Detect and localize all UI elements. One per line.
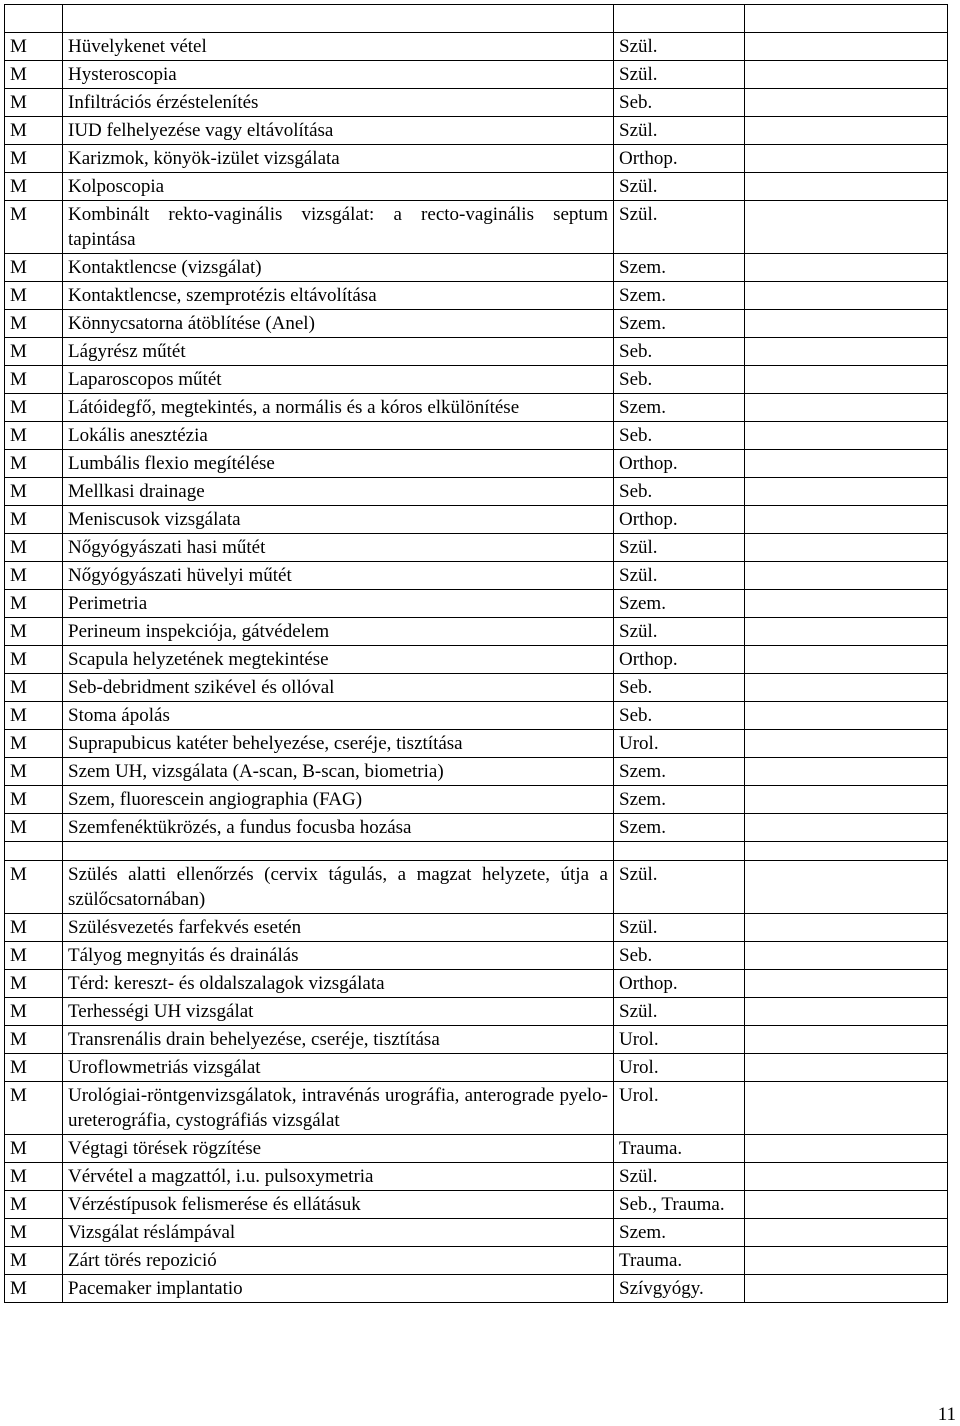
cell-procedure-name: Látóidegfő, megtekintés, a normális és a kóros elkülönítése [63,394,614,422]
cell-department: Trauma. [614,1135,745,1163]
header-cell-m [5,5,63,33]
cell-department: Urol. [614,1054,745,1082]
cell-level: M [5,282,63,310]
cell-procedure-name: Lumbális flexio megítélése [63,450,614,478]
table-row [5,1191,948,1219]
cell-empty [745,1054,948,1082]
cell-empty [745,618,948,646]
table-row [5,201,948,254]
cell-empty [745,1247,948,1275]
cell-department: Seb. [614,702,745,730]
cell-level: M [5,1219,63,1247]
cell-empty [745,61,948,89]
cell-department: Seb. [614,89,745,117]
spacer-cell [63,842,614,861]
cell-empty [745,33,948,61]
table-row [5,117,948,145]
table-row [5,702,948,730]
cell-empty [745,1135,948,1163]
cell-department: Seb., Trauma. [614,1191,745,1219]
header-cell-extra [745,5,948,33]
cell-level: M [5,730,63,758]
table-row [5,1135,948,1163]
cell-department: Szül. [614,562,745,590]
cell-procedure-name: Laparoscopos műtét [63,366,614,394]
table-row [5,310,948,338]
cell-department: Szül. [614,201,745,254]
cell-empty [745,970,948,998]
cell-department: Szül. [614,861,745,914]
table-header-row [5,5,948,33]
cell-procedure-name: Könnycsatorna átöblítése (Anel) [63,310,614,338]
cell-level: M [5,758,63,786]
table-row [5,1054,948,1082]
cell-level: M [5,422,63,450]
cell-empty [745,89,948,117]
cell-department: Orthop. [614,646,745,674]
cell-level: M [5,702,63,730]
cell-procedure-name: Perineum inspekciója, gátvédelem [63,618,614,646]
table-row [5,506,948,534]
table-row [5,914,948,942]
cell-level: M [5,562,63,590]
cell-procedure-name: Szem UH, vizsgálata (A-scan, B-scan, biometria) [63,758,614,786]
table-row [5,758,948,786]
cell-department: Szül. [614,1163,745,1191]
cell-empty [745,422,948,450]
cell-procedure-name: Zárt törés repozició [63,1247,614,1275]
cell-procedure-name: Seb-debridment szikével és ollóval [63,674,614,702]
cell-empty [745,534,948,562]
cell-procedure-name: Scapula helyzetének megtekintése [63,646,614,674]
cell-level: M [5,618,63,646]
cell-level: M [5,861,63,914]
cell-procedure-name: Szülésvezetés farfekvés esetén [63,914,614,942]
cell-level: M [5,1191,63,1219]
cell-level: M [5,478,63,506]
cell-empty [745,814,948,842]
table-row [5,366,948,394]
cell-empty [745,506,948,534]
cell-procedure-name: Szem, fluorescein angiographia (FAG) [63,786,614,814]
cell-empty [745,1026,948,1054]
procedure-table-body [5,5,948,1303]
table-row [5,970,948,998]
cell-procedure-name: Térd: kereszt- és oldalszalagok vizsgálata [63,970,614,998]
table-row [5,1275,948,1303]
cell-empty [745,254,948,282]
cell-department: Szem. [614,394,745,422]
table-row [5,1247,948,1275]
cell-level: M [5,1082,63,1135]
table-spacer-row [5,842,948,861]
cell-level: M [5,786,63,814]
cell-procedure-name: Kontaktlencse, szemprotézis eltávolítása [63,282,614,310]
cell-level: M [5,1026,63,1054]
cell-empty [745,1219,948,1247]
table-row [5,814,948,842]
cell-level: M [5,1135,63,1163]
cell-department: Orthop. [614,970,745,998]
cell-procedure-name: Vérvétel a magzattól, i.u. pulsoxymetria [63,1163,614,1191]
cell-level: M [5,970,63,998]
table-row [5,338,948,366]
cell-department: Szívgyógy. [614,1275,745,1303]
cell-procedure-name: Karizmok, könyök-izület vizsgálata [63,145,614,173]
cell-department: Seb. [614,366,745,394]
cell-procedure-name: Szülés alatti ellenőrzés (cervix tágulás, a magzat helyzete, útja a szülőcsatornában) [63,861,614,914]
cell-empty [745,562,948,590]
cell-empty [745,310,948,338]
cell-procedure-name: Hysteroscopia [63,61,614,89]
table-row [5,478,948,506]
table-row [5,534,948,562]
cell-procedure-name: Uroflowmetriás vizsgálat [63,1054,614,1082]
cell-level: M [5,394,63,422]
cell-level: M [5,1163,63,1191]
cell-empty [745,145,948,173]
cell-department: Trauma. [614,1247,745,1275]
cell-level: M [5,450,63,478]
table-row [5,282,948,310]
cell-procedure-name: Nőgyógyászati hüvelyi műtét [63,562,614,590]
cell-empty [745,786,948,814]
cell-department: Urol. [614,730,745,758]
cell-department: Szül. [614,998,745,1026]
cell-level: M [5,338,63,366]
cell-empty [745,1275,948,1303]
cell-department: Szem. [614,310,745,338]
cell-level: M [5,1275,63,1303]
cell-department: Seb. [614,422,745,450]
cell-department: Szem. [614,590,745,618]
cell-procedure-name: Tályog megnyitás és drainálás [63,942,614,970]
cell-procedure-name: Transrenális drain behelyezése, cseréje, tisztítása [63,1026,614,1054]
cell-procedure-name: Hüvelykenet vétel [63,33,614,61]
table-row [5,786,948,814]
table-row [5,450,948,478]
cell-procedure-name: Urológiai-röntgenvizsgálatok, intravénás urográfia, anterograde pyelo-ureterográfia, cystográfiás vizsgálat [63,1082,614,1135]
cell-empty [745,366,948,394]
table-row [5,33,948,61]
cell-empty [745,117,948,145]
cell-procedure-name: Kombinált rekto-vaginális vizsgálat: a recto-vaginális septum tapintása [63,201,614,254]
cell-level: M [5,117,63,145]
spacer-cell [614,842,745,861]
cell-level: M [5,89,63,117]
table-row [5,1082,948,1135]
cell-level: M [5,33,63,61]
cell-department: Szem. [614,254,745,282]
cell-procedure-name: Terhességi UH vizsgálat [63,998,614,1026]
cell-empty [745,450,948,478]
table-row [5,422,948,450]
cell-level: M [5,814,63,842]
table-row [5,254,948,282]
table-row [5,394,948,422]
cell-empty [745,998,948,1026]
table-row [5,646,948,674]
table-row [5,861,948,914]
cell-procedure-name: Nőgyógyászati hasi műtét [63,534,614,562]
table-row [5,173,948,201]
cell-department: Szem. [614,1219,745,1247]
cell-procedure-name: Szemfenéktükrözés, a fundus focusba hozása [63,814,614,842]
cell-department: Seb. [614,942,745,970]
cell-procedure-name: Suprapubicus katéter behelyezése, cseréje, tisztítása [63,730,614,758]
table-row [5,590,948,618]
table-row [5,998,948,1026]
cell-level: M [5,201,63,254]
cell-level: M [5,506,63,534]
cell-level: M [5,534,63,562]
cell-department: Szül. [614,61,745,89]
procedure-table [4,4,948,1303]
cell-procedure-name: Vérzéstípusok felismerése és ellátásuk [63,1191,614,1219]
cell-procedure-name: Mellkasi drainage [63,478,614,506]
table-row [5,562,948,590]
table-row [5,1026,948,1054]
cell-department: Urol. [614,1026,745,1054]
page-number: 11 [937,1404,956,1425]
cell-level: M [5,173,63,201]
cell-department: Szül. [614,173,745,201]
cell-procedure-name: Lokális anesztézia [63,422,614,450]
cell-department: Szül. [614,618,745,646]
cell-level: M [5,674,63,702]
cell-procedure-name: Kontaktlencse (vizsgálat) [63,254,614,282]
table-row [5,730,948,758]
cell-department: Szül. [614,33,745,61]
cell-level: M [5,310,63,338]
cell-level: M [5,914,63,942]
cell-procedure-name: IUD felhelyezése vagy eltávolítása [63,117,614,145]
cell-department: Szül. [614,534,745,562]
cell-department: Szül. [614,914,745,942]
cell-department: Szem. [614,282,745,310]
cell-procedure-name: Pacemaker implantatio [63,1275,614,1303]
cell-empty [745,201,948,254]
header-cell-name [63,5,614,33]
cell-empty [745,702,948,730]
cell-empty [745,674,948,702]
table-row [5,674,948,702]
cell-department: Szem. [614,786,745,814]
cell-empty [745,338,948,366]
cell-empty [745,173,948,201]
cell-level: M [5,366,63,394]
cell-procedure-name: Stoma ápolás [63,702,614,730]
cell-department: Orthop. [614,506,745,534]
table-row [5,1219,948,1247]
cell-level: M [5,61,63,89]
table-row [5,942,948,970]
cell-department: Urol. [614,1082,745,1135]
cell-level: M [5,254,63,282]
table-row [5,618,948,646]
cell-level: M [5,942,63,970]
cell-empty [745,861,948,914]
cell-empty [745,1191,948,1219]
cell-department: Orthop. [614,450,745,478]
cell-empty [745,758,948,786]
cell-empty [745,1082,948,1135]
cell-department: Szem. [614,758,745,786]
cell-level: M [5,1054,63,1082]
cell-department: Szem. [614,814,745,842]
table-row [5,89,948,117]
cell-procedure-name: Kolposcopia [63,173,614,201]
cell-level: M [5,590,63,618]
cell-empty [745,590,948,618]
cell-department: Seb. [614,674,745,702]
cell-department: Szül. [614,117,745,145]
spacer-cell [5,842,63,861]
cell-procedure-name: Perimetria [63,590,614,618]
cell-empty [745,282,948,310]
cell-department: Orthop. [614,145,745,173]
cell-department: Seb. [614,338,745,366]
cell-procedure-name: Lágyrész műtét [63,338,614,366]
cell-empty [745,394,948,422]
cell-level: M [5,145,63,173]
cell-empty [745,914,948,942]
cell-procedure-name: Vizsgálat réslámpával [63,1219,614,1247]
cell-empty [745,646,948,674]
cell-department: Seb. [614,478,745,506]
cell-procedure-name: Infiltrációs érzéstelenítés [63,89,614,117]
header-cell-dept [614,5,745,33]
cell-level: M [5,1247,63,1275]
table-row [5,1163,948,1191]
cell-empty [745,1163,948,1191]
spacer-cell [745,842,948,861]
cell-level: M [5,646,63,674]
table-row [5,145,948,173]
cell-empty [745,942,948,970]
cell-procedure-name: Meniscusok vizsgálata [63,506,614,534]
cell-empty [745,478,948,506]
cell-procedure-name: Végtagi törések rögzítése [63,1135,614,1163]
cell-level: M [5,998,63,1026]
cell-empty [745,730,948,758]
table-row [5,61,948,89]
